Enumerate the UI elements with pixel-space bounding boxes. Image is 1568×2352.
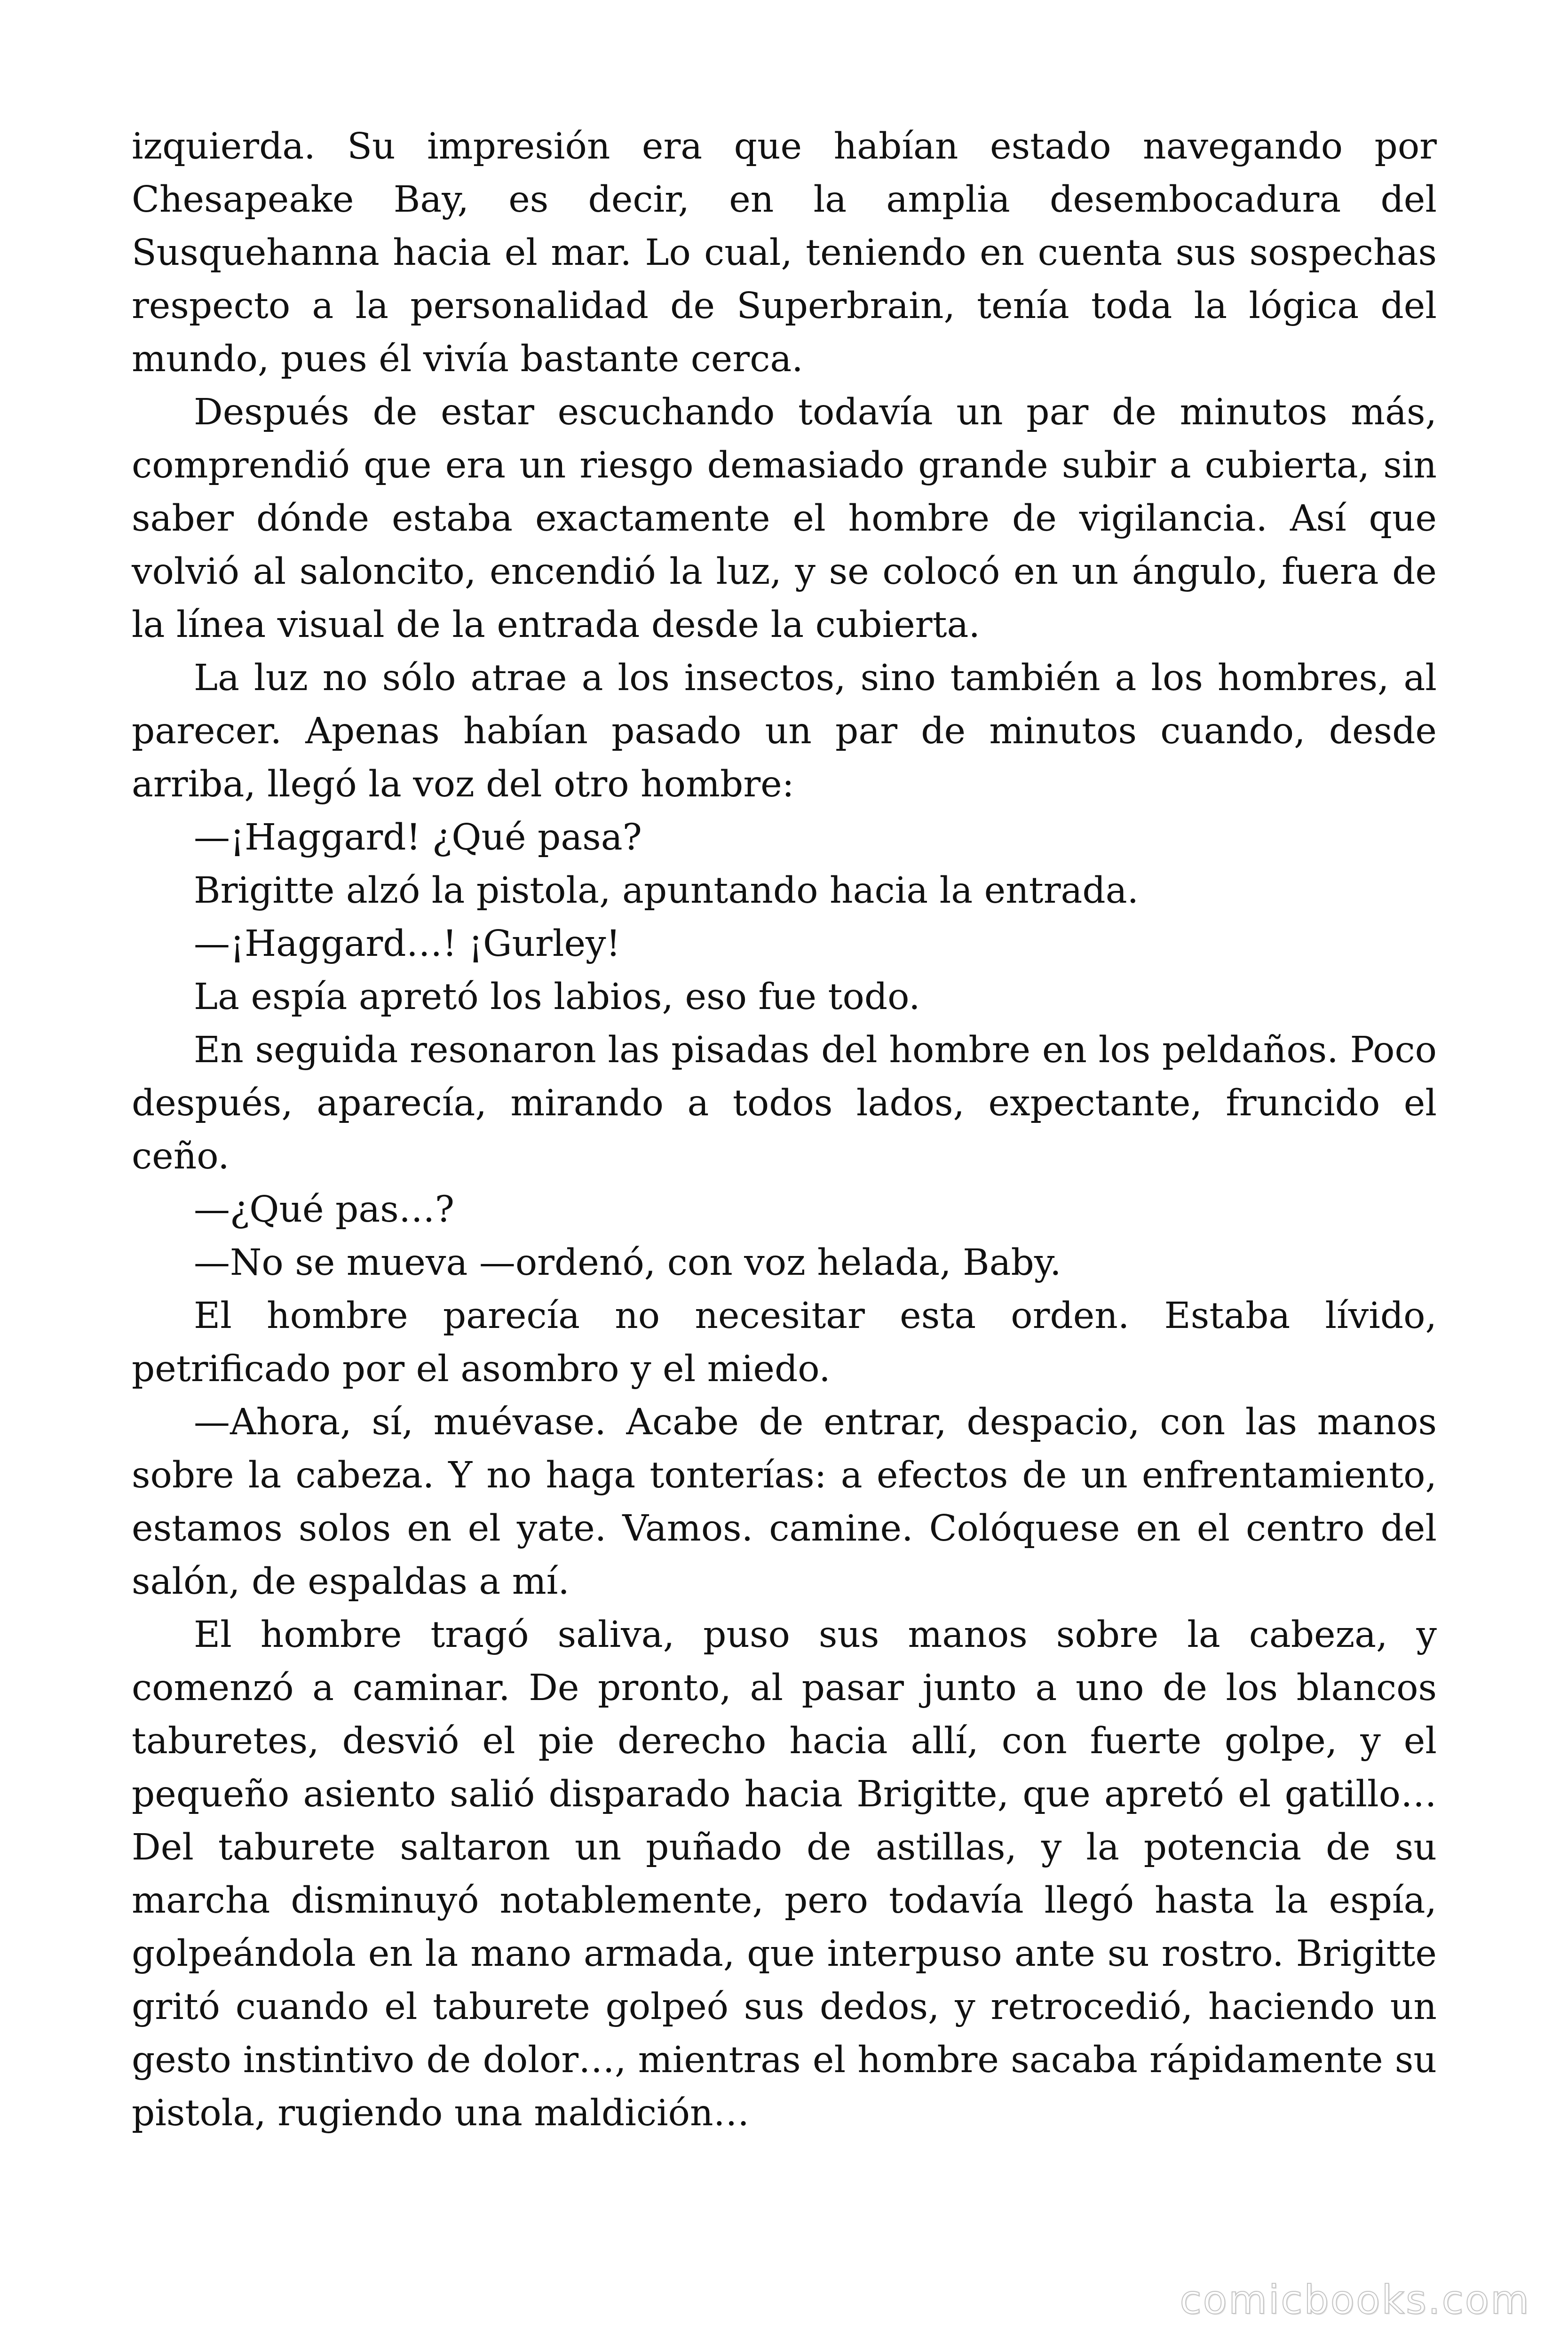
paragraph-1-continued: izquierda. Su impresión era que habían estado navegando por Chesapeake Bay, es decir, en la amplia desembocadura del Susquehanna hacia el mar. Lo cual, teniendo en cuenta sus sospechas respecto a la personalidad de Superbrain, tenía toda la lógica del mundo, pues él vivía bastante cerca. (132, 126, 1437, 380)
paragraph-8: En seguida resonaron las pisadas del hombre en los peldaños. Poco después, aparecía, mirando a todos lados, expectante, fruncido el ceño. (132, 1029, 1437, 1177)
paragraph-7: La espía apretó los labios, eso fue todo. (194, 976, 920, 1018)
paragraph-13: El hombre tragó saliva, puso sus manos sobre la cabeza, y comenzó a caminar. De pronto, al pasar junto a uno de los blancos taburetes, desvió el pie derecho hacia allí, con fuerte golpe, y el pequeño asiento salió disparado hacia Brigitte, que apretó el gatillo… Del taburete saltaron un puñado de astillas, y la potencia de su marcha disminuyó notablemente, pero todavía llegó hasta la espía, golpeándola en la mano armada, que interpuso ante su rostro. Brigitte gritó cuando el taburete golpeó sus dedos, y retrocedió, haciendo un gesto instintivo de dolor…, mientras el hombre sacaba rápidamente su pistola, rugiendo una maldición… (132, 1614, 1437, 2134)
dialogue-line-2: —¡Haggard…! ¡Gurley! (194, 923, 621, 965)
dialogue-line-3: —¿Qué pas…? (194, 1189, 455, 1231)
dialogue-line-4: —No se mueva —ordenó, con voz helada, Baby. (194, 1242, 1061, 1284)
paragraph-2: Después de estar escuchando todavía un par de minutos más, comprendió que era un riesgo demasiado grande subir a cubierta, sin saber dónde estaba exactamente el hombre de vigilancia. Así que volvió al saloncito, encendió la luz, y se colocó en un ángulo, fuera de la línea visual de la entrada desde la cubierta. (132, 391, 1437, 646)
paragraph-5: Brigitte alzó la pistola, apuntando hacia la entrada. (194, 870, 1139, 912)
site-watermark: comicbooks.com (1180, 2277, 1530, 2323)
paragraph-11: El hombre parecía no necesitar esta orden. Estaba lívido, petrificado por el asombro y el miedo. (132, 1295, 1437, 1390)
dialogue-line-5: —Ahora, sí, muévase. Acabe de entrar, despacio, con las manos sobre la cabeza. Y no haga tonterías: a efectos de un enfrentamiento, estamos solos en el yate. Vamos. camine. Colóquese en el centro del salón, de espaldas a mí. (132, 1401, 1437, 1603)
paragraph-3: La luz no sólo atrae a los insectos, sino también a los hombres, al parecer. Apenas habían pasado un par de minutos cuando, desde arriba, llegó la voz del otro hombre: (132, 657, 1437, 805)
page-body-text (132, 120, 1437, 2140)
dialogue-line-1: —¡Haggard! ¿Qué pasa? (194, 817, 642, 858)
